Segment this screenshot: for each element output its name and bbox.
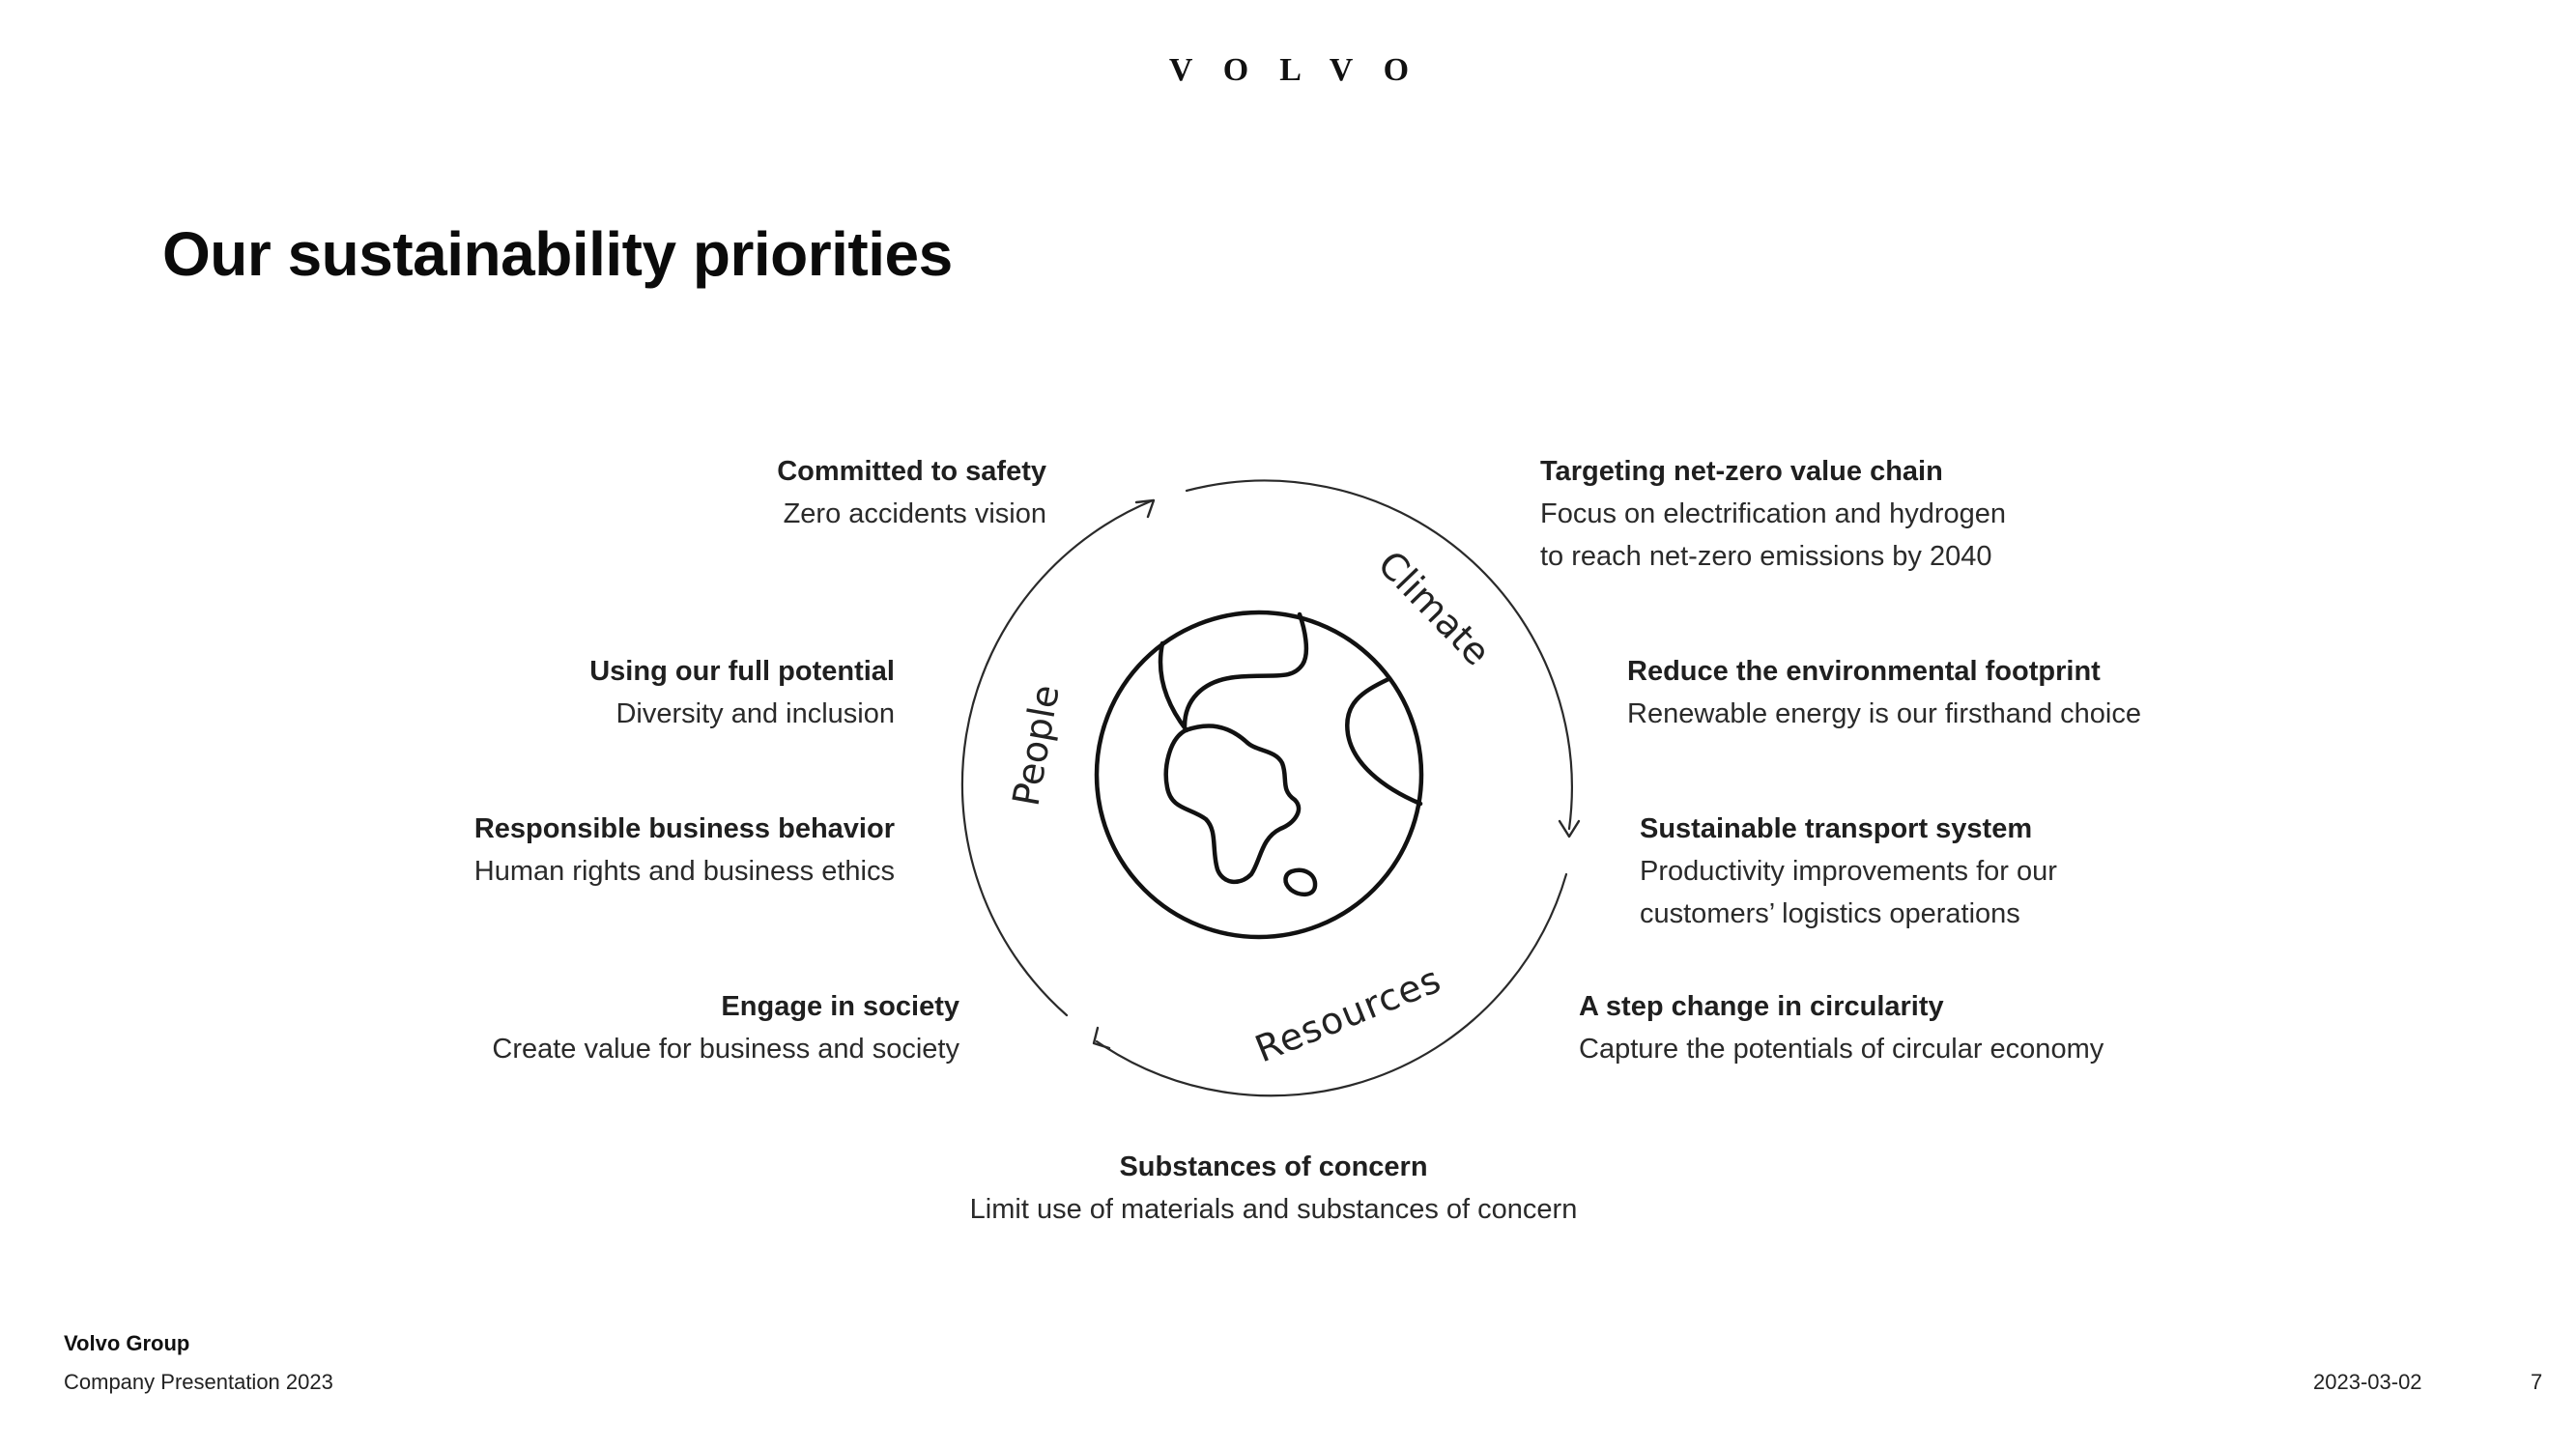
footer-organization: Volvo Group (64, 1331, 190, 1355)
priority-heading: Sustainable transport system (1640, 813, 2033, 844)
ring-label-resources: Resources (1248, 957, 1447, 1071)
page-title: Our sustainability priorities (162, 219, 953, 289)
svg-text:VOLVO: VOLVO (1168, 54, 1441, 85)
priority-heading: Committed to safety (777, 456, 1046, 487)
priority-description: Create value for business and society (492, 1034, 959, 1065)
priority-description: Limit use of materials and substances of concern (969, 1194, 1578, 1225)
priority-heading: A step change in circularity (1579, 991, 1944, 1022)
arrow-left-icon (1094, 1028, 1109, 1048)
priority-heading: Substances of concern (1119, 1151, 1428, 1182)
ring-label-climate: Climate (1369, 542, 1499, 674)
priority-description: Renewable energy is our firsthand choice (1627, 698, 2141, 729)
priority-sustainable-transport-system (1640, 808, 2057, 935)
priority-committed-to-safety (777, 450, 1046, 535)
priority-engage-in-society (492, 985, 959, 1070)
cycle-ring (962, 481, 1572, 1096)
people-arc (962, 500, 1153, 1015)
priority-heading: Engage in society (721, 991, 959, 1022)
priority-description: Capture the potentials of circular economy (1579, 1034, 2104, 1065)
climate-arc (1187, 481, 1572, 829)
globe-icon (1097, 612, 1421, 937)
priority-substances-of-concern (887, 1146, 1660, 1231)
footer-date: 2023-03-02 (2313, 1370, 2422, 1394)
priority-description: customers’ logistics operations (1640, 898, 2020, 929)
priority-responsible-business-behavior (474, 808, 895, 893)
priority-step-change-circularity (1579, 985, 2104, 1070)
priority-description: Focus on electrification and hydrogen (1540, 498, 2007, 529)
priority-heading: Targeting net-zero value chain (1540, 456, 1943, 487)
priority-heading: Responsible business behavior (473, 813, 895, 844)
priority-description: Productivity improvements for our (1640, 856, 2057, 887)
priority-description: to reach net-zero emissions by 2040 (1540, 541, 1992, 572)
page-number: 7 (2531, 1370, 2543, 1394)
priority-heading: Reduce the environmental footprint (1627, 656, 2101, 687)
priority-targeting-net-zero (1540, 450, 2006, 578)
ring-label-people: People (1004, 681, 1068, 810)
priority-heading: Using our full potential (589, 656, 895, 687)
priority-description: Diversity and inclusion (615, 698, 895, 729)
priority-reduce-environmental-footprint (1627, 650, 2141, 735)
priority-description: Zero accidents vision (783, 498, 1046, 529)
footer-document-title: Company Presentation 2023 (64, 1370, 333, 1394)
priority-using-our-full-potential (589, 650, 895, 735)
priority-description: Human rights and business ethics (473, 856, 895, 887)
